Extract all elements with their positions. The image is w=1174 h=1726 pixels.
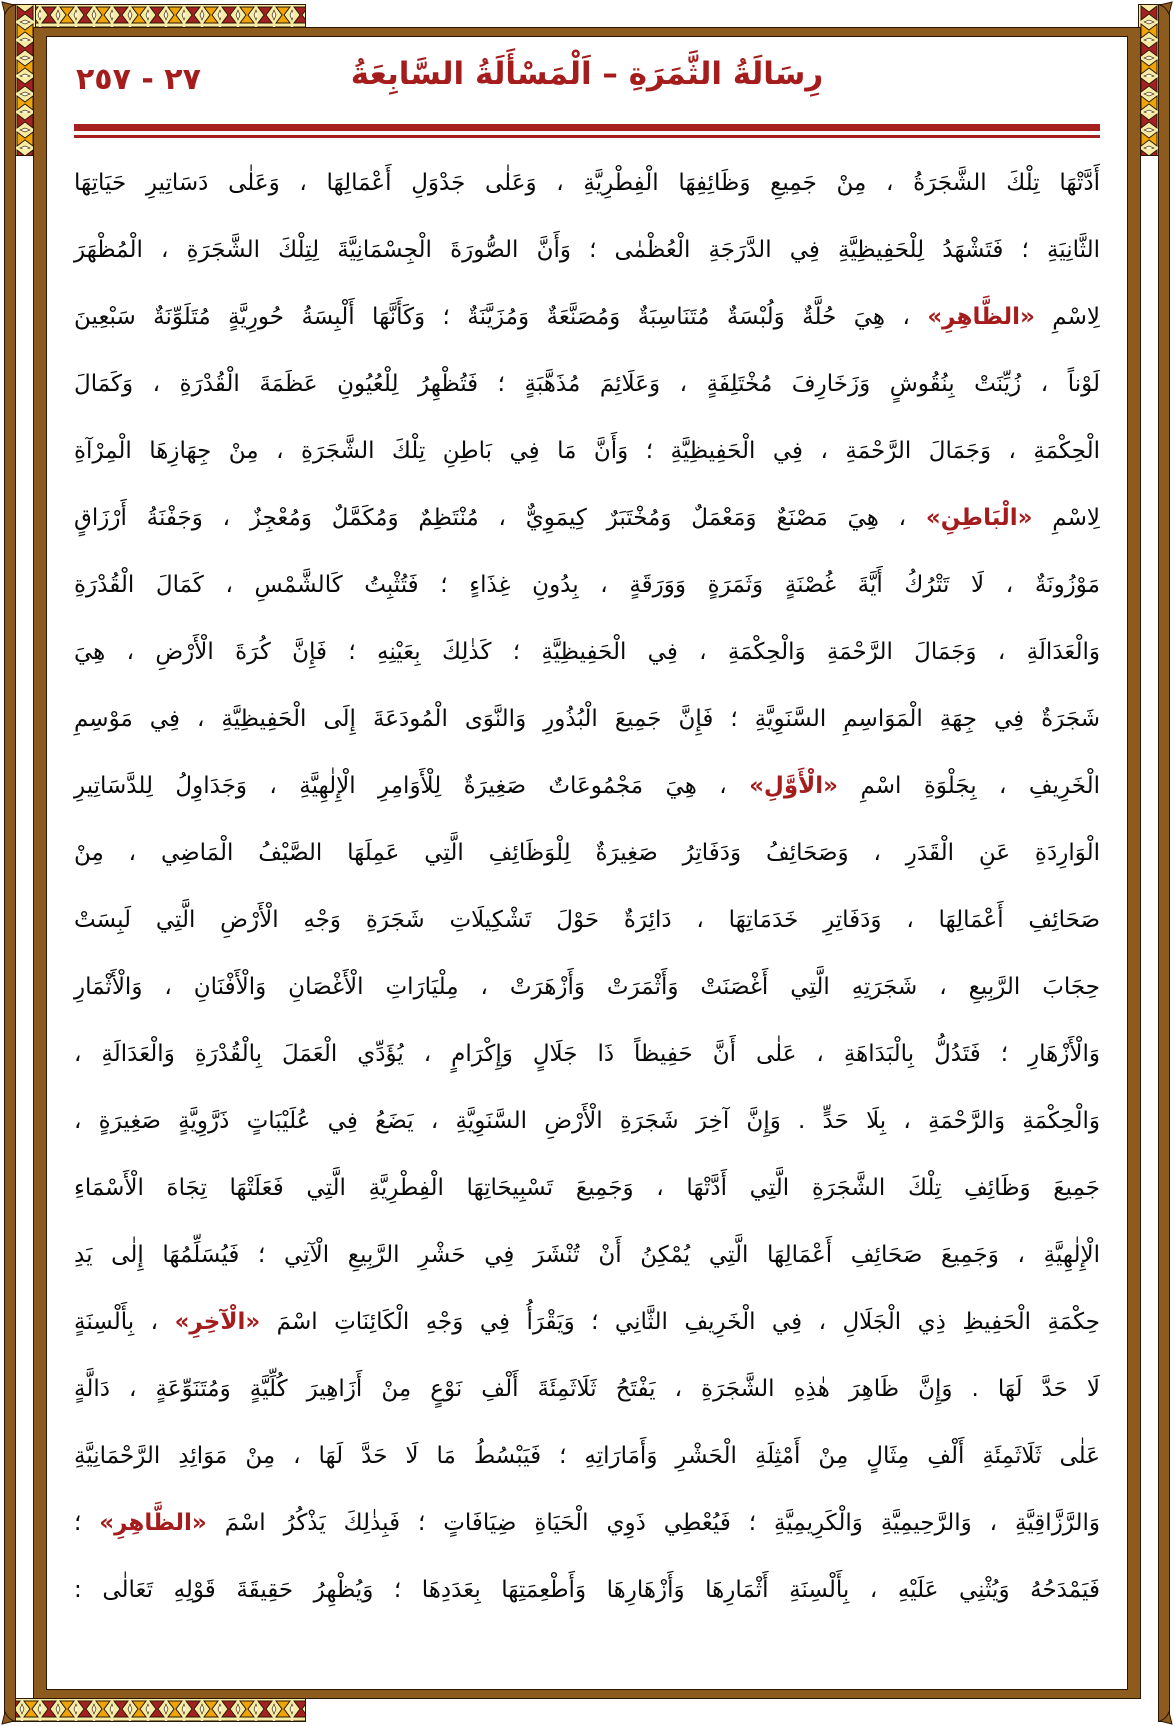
border-chain-bottom — [4, 1698, 306, 1722]
text-line — [74, 1289, 1100, 1356]
text-line — [74, 1356, 1100, 1423]
text-line — [74, 1490, 1100, 1557]
text-segment: ؛ — [74, 1510, 100, 1536]
text-segment: لِاسْمِ — [1032, 505, 1100, 531]
text-line — [74, 887, 1100, 954]
text-segment: وَالْحِكْمَةِ وَالرَّحْمَةِ ، بِلَا حَدٍّ . وَإِنَّ آخِرَ شَجَرَةِ الْأَرْضِ السَّنَوِيَّةِ ، يَضَعُ فِي عُلَيْبَاتٍ ذَرَّوِيَّةٍ صَغِيرَةٍ ، — [74, 1108, 1100, 1134]
text-segment: وَالْأَزْهَارِ ؛ فَتَدُلُّ بِالْبَدَاهَةِ ، عَلٰى أَنَّ حَفِيظاً ذَا جَلَالٍ وَإِكْرَامٍ ، يُؤَدِّي الْعَمَلَ بِالْقُدْرَةِ وَالْعَدَالَةِ ، — [74, 1041, 1100, 1067]
text-line — [74, 1222, 1100, 1289]
divine-name-highlight: «الظَّاهِرِ» — [927, 304, 1035, 330]
text-line — [74, 552, 1100, 619]
text-segment: الْحِكْمَةِ ، وَجَمَالَ الرَّحْمَةِ ، فِي الْحَفِيظِيَّةِ ؛ وَأَنَّ مَا فِي بَاطِنِ تِلْكَ الشَّجَرَةِ ، مِنْ جِهَازِهَا الْمِرْآةِ — [74, 438, 1100, 464]
divider-rule-thick — [74, 124, 1100, 131]
text-segment: لَوْناً ، زُيِّنَتْ بِنُقُوشٍ وَزَخَارِفَ مُخْتَلِفَةٍ ، وَعَلَائِمَ مُذَهَّبَةٍ ؛ فَتُظْهِرُ لِلْعُيُونِ عَظَمَةَ الْقُدْرَةِ ، وَكَمَالَ — [74, 371, 1100, 397]
text-segment: ، هِيَ حُلَّةٌ وَلُبْسَةٌ مُتَنَاسِبَةٌ وَمُصَنَّعَةٌ وَمُزَيَّنَةٌ ؛ وَكَأَنَّهَا أَلْبِسَةُ حُورِيَّةٍ مُتَلَوِّنَةٌ سَبْعِينَ — [74, 304, 928, 330]
text-line — [74, 351, 1100, 418]
border-chain-top — [4, 4, 306, 28]
text-line — [74, 1423, 1100, 1490]
divine-name-highlight: «الْأَوَّلِ» — [749, 773, 839, 799]
text-segment: أَدَّتْهَا تِلْكَ الشَّجَرَةُ ، مِنْ جَمِيعِ وَظَائِفِهَا الْفِطْرِيَّةِ ، وَعَلٰى جَدْوَلِ أَعْمَالِهَا ، وَعَلٰى دَسَاتِيرِ حَيَاتِهَا — [74, 170, 1100, 196]
text-line — [74, 217, 1100, 284]
text-line — [74, 1088, 1100, 1155]
corner-finial-icon — [0, 1708, 18, 1726]
divine-name-highlight: «الظَّاهِرِ» — [99, 1510, 207, 1536]
text-segment: ، هِيَ مَصْنَعٌ وَمَعْمَلٌ وَمُخْتَبَرٌ كِيمَوِيٌّ ، مُنْتَظِمٌ وَمُكَمَّلٌ وَمُعْجِزٌ ، وَجَفْنَةُ أَرْزَاقٍ — [74, 505, 926, 531]
corner-finial-icon — [1156, 1708, 1174, 1726]
text-segment: ، بِأَلْسِنَةٍ — [74, 1309, 175, 1335]
text-line — [74, 686, 1100, 753]
text-segment: مَوْزُونَةٌ ، لَا تَتْرُكُ أَيَّةَ غُصْنَةٍ وَثَمَرَةٍ وَوَرَقَةٍ ، بِدُونِ غِذَاءٍ ؛ فَتُثْبِتُ كَالشَّمْسِ ، كَمَالَ الْقُدْرَةِ — [74, 572, 1100, 598]
corner-finial-icon — [1156, 0, 1174, 18]
divine-name-highlight: «الْآخِرِ» — [174, 1309, 261, 1335]
text-segment: الثَّانِيَةِ ؛ فَتَشْهَدُ لِلْحَفِيظِيَّةِ فِي الدَّرَجَةِ الْعُظْمٰى ؛ وَأَنَّ الصُّورَةَ الْجِسْمَانِيَّةَ لِتِلْكَ الشَّجَرَةِ ، الْمُظْهَرَ — [74, 237, 1100, 263]
text-line — [74, 418, 1100, 485]
text-segment: عَلٰى ثَلَاثَمِئَةِ أَلْفِ مِثَالٍ مِنْ أَمْثِلَةِ الْحَشْرِ وَأَمَارَاتِهِ ؛ فَيَبْسُطُ مَا لَا حَدَّ لَهَا ، مِنْ مَوَائِدِ الرَّحْمَانِيَّةِ — [74, 1443, 1100, 1469]
title-divider — [74, 124, 1100, 138]
border-rail-left — [4, 4, 16, 1722]
text-line — [74, 1155, 1100, 1222]
text-line — [74, 619, 1100, 686]
divider-rule-thin — [74, 135, 1100, 138]
text-segment: جَمِيعَ وَظَائِفِ تِلْكَ الشَّجَرَةِ الَّتِي أَدَّتْهَا ، وَجَمِيعَ تَسْبِيحَاتِهَا الْفِطْرِيَّةِ الَّتِي فَعَلَتْهَا تِجَاهَ الْأَسْمَاءِ — [74, 1175, 1100, 1201]
text-segment: صَحَائِفِ أَعْمَالِهَا ، وَدَفَاتِرِ خَدَمَاتِهَا ، دَائِرَةٌ حَوْلَ تَشْكِيلَاتِ شَجَرَةِ وَجْهِ الْأَرْضِ الَّتِي لَبِسَتْ — [74, 907, 1100, 933]
text-segment: الْوَارِدَةِ عَنِ الْقَدَرِ ، وَصَحَائِفُ وَدَفَاتِرُ صَغِيرَةٌ لِلْوَظَائِفِ الَّتِي عَمِلَهَا الصَّيْفُ الْمَاضِي ، مِنْ — [74, 840, 1100, 866]
corner-finial-icon — [0, 0, 18, 18]
text-line — [74, 1557, 1100, 1624]
text-line — [74, 485, 1100, 552]
text-line — [74, 1021, 1100, 1088]
border-chain-left — [14, 4, 36, 156]
text-line — [74, 150, 1100, 217]
divine-name-highlight: «الْبَاطِنِ» — [925, 505, 1033, 531]
text-segment: شَجَرَةٌ فِي جِهَةِ الْمَوَاسِمِ السَّنَوِيَّةِ ؛ فَإِنَّ جَمِيعَ الْبُذُورِ وَالنَّوَى الْمُودَعَةَ إِلَى الْحَفِيظِيَّةِ ، فِي مَوْسِمِ — [74, 706, 1100, 732]
text-line — [74, 820, 1100, 887]
text-segment: فَيَمْدَحُهُ وَيُثْنِي عَلَيْهِ ، بِأَلْسِنَةِ أَثْمَارِهَا وَأَزْهَارِهَا وَأَطْعِمَتِهَا بِعَدَدِهَا ؛ وَيُظْهِرُ حَقِيقَةَ قَوْلِهِ تَعَالٰى : — [74, 1577, 1100, 1603]
page-header — [74, 48, 1100, 112]
text-segment: حِجَابَ الرَّبِيعِ ، شَجَرَتِهِ الَّتِي أَغْصَنَتْ وَأَثْمَرَتْ وَأَزْهَرَتْ ، مِلْيَارَاتِ الْأَغْصَانِ وَالْأَفْنَانِ ، وَالْأَثْمَارِ — [74, 974, 1100, 1000]
border-rail-right — [1158, 4, 1170, 1722]
page-numbers: ٢٧ - ٢٥٧ — [76, 62, 201, 97]
text-segment: ، هِيَ مَجْمُوعَاتٌ صَغِيرَةٌ لِلْأَوَامِرِ الْإِلٰهِيَّةِ ، وَجَدَاوِلُ لِلدَّسَاتِيرِ — [74, 773, 750, 799]
text-segment: لِاسْمِ — [1034, 304, 1100, 330]
text-segment: لَا حَدَّ لَهَا . وَإِنَّ ظَاهِرَ هٰذِهِ الشَّجَرَةِ ، يَفْتَحُ ثَلَاثَمِئَةَ أَلْفِ نَوْعٍ مِنْ أَزَاهِيرَ كُلِّيَّةٍ وَمُتَنَوِّعَةٍ ، دَالَّةٍ — [74, 1376, 1100, 1402]
text-line — [74, 954, 1100, 1021]
border-chain-right — [1138, 4, 1160, 156]
text-segment: وَالرَّزَّاقِيَّةِ ، وَالرَّحِيمِيَّةِ وَالْكَرِيمِيَّةِ ؛ فَيُعْطِي ذَوِي الْحَيَاةِ ضِيَافَاتٍ ؛ فَبِذٰلِكَ يَذْكُرُ اسْمَ — [206, 1510, 1100, 1536]
page-content — [48, 38, 1126, 1688]
text-line — [74, 753, 1100, 820]
text-segment: حِكْمَةِ الْحَفِيظِ ذِي الْجَلَالِ ، فِي الْخَرِيفِ الثَّانِي ؛ وَيَقْرَأُ فِي وَجْهِ الْكَائِنَاتِ اسْمَ — [260, 1309, 1100, 1335]
text-line — [74, 284, 1100, 351]
text-segment: وَالْعَدَالَةِ ، وَجَمَالَ الرَّحْمَةِ وَالْحِكْمَةِ ، فِي الْحَفِيظِيَّةِ ؛ كَذٰلِكَ بِعَيْنِهِ ؛ فَإِنَّ كُرَةَ الْأَرْضِ ، هِيَ — [74, 639, 1100, 665]
text-segment: الْإِلٰهِيَّةِ ، وَجَمِيعَ صَحَائِفِ أَعْمَالِهَا الَّتِي يُمْكِنُ أَنْ تُنْشَرَ فِي حَشْرِ الرَّبِيعِ الْآتِي ؛ فَيُسَلِّمُهَا إِلٰى يَدِ — [74, 1242, 1100, 1268]
page-title: رِسَالَةُ الثَّمَرَةِ – اَلْمَسْأَلَةُ السَّابِعَةُ — [350, 56, 824, 92]
text-segment: الْخَرِيفِ ، بِجَلْوَةِ اسْمِ — [838, 773, 1100, 799]
body-text — [74, 150, 1100, 1624]
